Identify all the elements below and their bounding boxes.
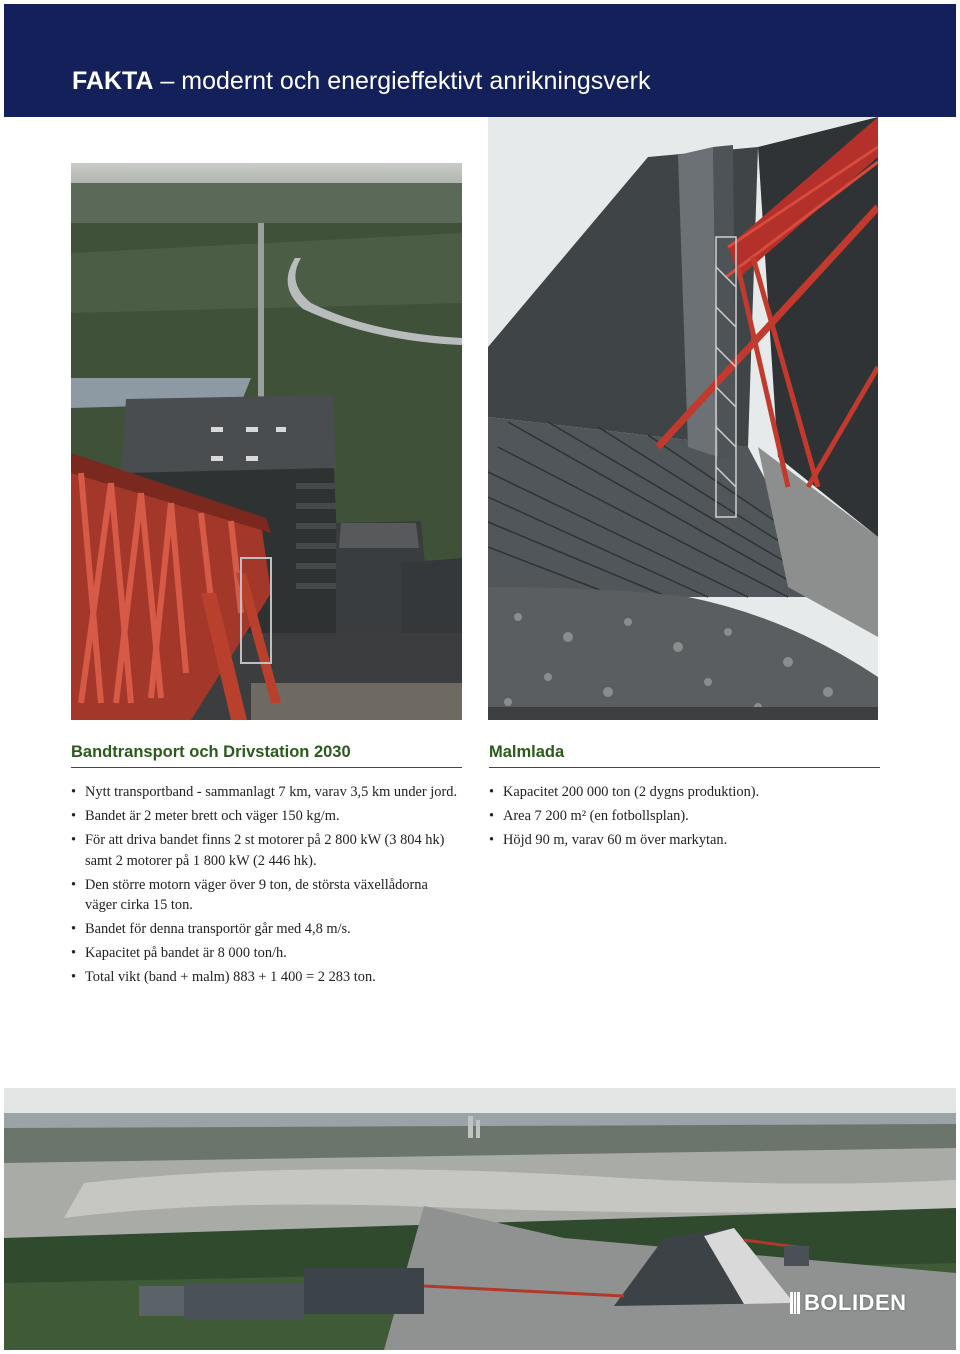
list-item: • Total vikt (band + malm) 883 + 1 400 = 2 283 ton. [71,967,461,988]
header-banner [4,4,956,117]
page-title-bold: FAKTA [72,67,154,95]
conveyor-drive-station-photo [71,163,462,720]
conveyor-facts-list [71,782,461,991]
page-title-rest: – modernt och energieffektivt anrikningsverk [153,67,651,95]
list-item: • Höjd 90 m, varav 60 m över markytan. [489,830,884,851]
list-item: • Den större motorn väger över 9 ton, de största växellådorna väger cirka 15 ton. [71,875,461,916]
boliden-logo-text: BOLIDEN [804,1290,907,1315]
list-item: • Bandet för denna transportör går med 4,8 m/s. [71,919,461,940]
boliden-logo-mark-icon [790,1292,800,1314]
list-item: • Bandet är 2 meter brett och väger 150 kg/m. [71,806,461,827]
list-item: • För att driva bandet finns 2 st motorer på 2 800 kW (3 804 hk) samt 2 motorer på 1 800 kW (2 446 hk). [71,830,461,871]
conveyor-section-rule [71,767,462,768]
stockpile-building-photo [488,117,878,720]
stockpile-section-heading: Malmlada [489,743,565,761]
page-title [72,67,651,96]
list-item: • Area 7 200 m² (en fotbollsplan). [489,806,884,827]
list-item: • Nytt transportband - sammanlagt 7 km, varav 3,5 km under jord. [71,782,461,803]
conveyor-section-heading: Bandtransport och Drivstation 2030 [71,743,351,761]
list-item: • Kapacitet på bandet är 8 000 ton/h. [71,943,461,964]
stockpile-facts-list [489,782,884,854]
list-item: • Kapacitet 200 000 ton (2 dygns produktion). [489,782,884,803]
stockpile-section-rule [489,767,880,768]
boliden-logo [790,1289,907,1317]
